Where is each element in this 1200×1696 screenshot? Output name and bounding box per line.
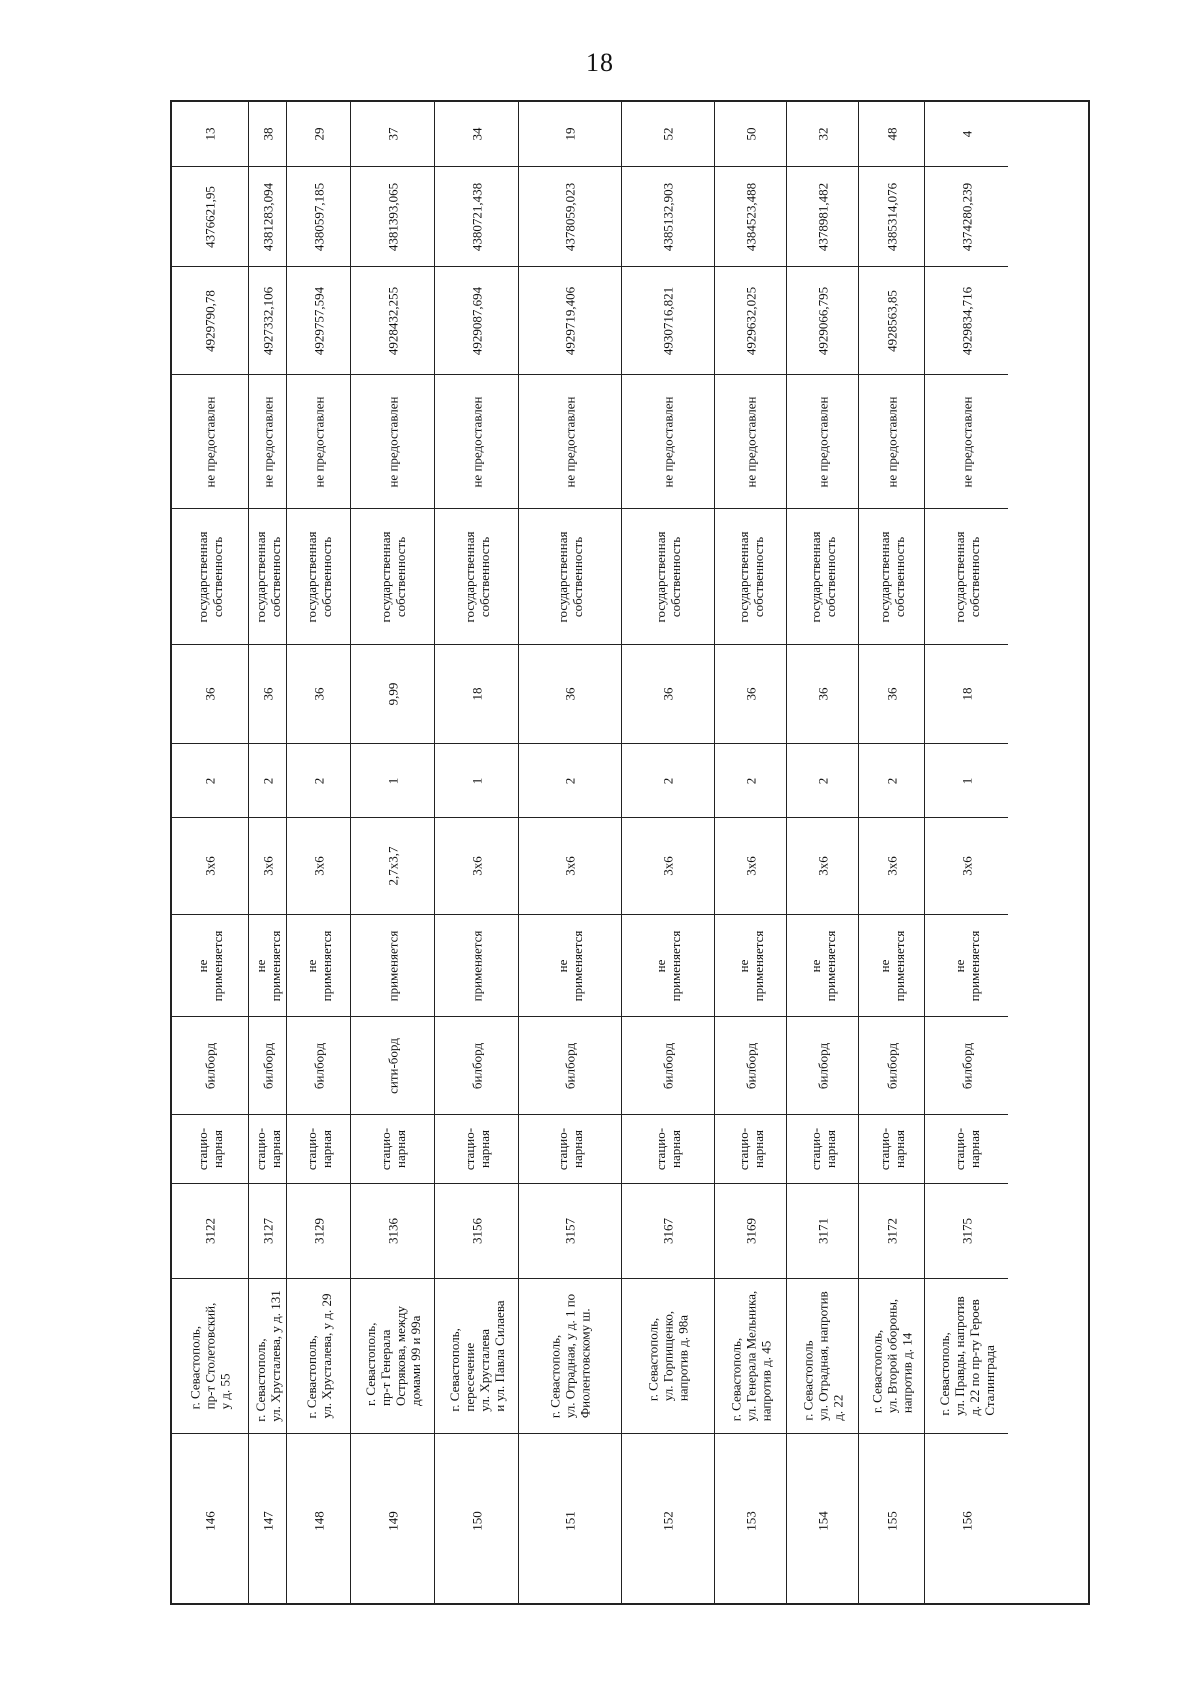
coord-y-cell: 4380597,185 [287, 166, 350, 266]
placement-type-cell-line: нарная [318, 1130, 334, 1168]
address-cell-line: напротив д. 14 [899, 1332, 914, 1414]
cadastre-cell: не предоставлен [287, 374, 350, 508]
row-number: 152 [622, 1433, 714, 1607]
sides-cell: 2 [249, 743, 286, 817]
coord-x-cell: 4927332,106 [249, 266, 286, 374]
ownership-cell [172, 508, 248, 644]
construction-type-cell: билборд [925, 1016, 1008, 1114]
table-row [172, 102, 248, 1603]
table-row [924, 102, 1008, 1603]
construction-type-cell: билборд [519, 1016, 621, 1114]
ownership-cell-line: государственная [377, 531, 393, 622]
construction-id-cell: 3156 [435, 1183, 518, 1278]
lighting-cell-line: применяется [267, 930, 283, 1001]
size-cell: 3x6 [859, 817, 924, 914]
coord-x-cell: 4928563,85 [859, 266, 924, 374]
lighting-cell [249, 914, 286, 1016]
table-row [434, 102, 518, 1603]
construction-type-cell: билборд [287, 1016, 350, 1114]
lighting-cell-line: не [555, 959, 570, 972]
ownership-cell [249, 508, 286, 644]
ownership-cell-line: государственная [807, 531, 823, 622]
address-cell-line: г. Севастополь, [645, 1317, 661, 1402]
cadastre-cell: не предоставлен [351, 374, 434, 508]
ownership-cell [787, 508, 858, 644]
quantity-cell: 19 [562, 127, 578, 141]
placement-type-cell [172, 1114, 248, 1183]
coord-x-cell: 4928432,255 [351, 266, 434, 374]
address-cell-line: напротив д. 45 [758, 1340, 773, 1422]
address-cell-line: г. Севастополь, [728, 1337, 743, 1422]
lighting-cell-line: не [735, 959, 751, 972]
ownership-cell [435, 508, 518, 644]
lighting-cell-line: не [951, 959, 967, 972]
coord-y-cell: 4384523,488 [715, 166, 786, 266]
address-cell-line: г. Севастополь [800, 1340, 815, 1421]
lighting-cell-line: применяется [318, 930, 334, 1001]
coord-x-cell: 4929790,78 [172, 266, 248, 374]
cadastre-cell: не предоставлен [249, 374, 286, 508]
size-cell: 3x6 [287, 817, 350, 914]
placement-type-cell [435, 1114, 518, 1183]
address-cell [519, 1278, 621, 1433]
lighting-cell [287, 914, 350, 1016]
lighting-cell-line: применяется [891, 930, 907, 1001]
address-cell-line: ул. Хрусталева [476, 1328, 492, 1412]
quantity-cell: 4 [959, 130, 974, 138]
address-cell-line: д. 22 по пр-ту Героев [966, 1299, 982, 1416]
address-cell-line: г. Севастополь, [303, 1335, 319, 1419]
construction-id-cell: 3136 [351, 1183, 434, 1278]
lighting-cell [715, 914, 786, 1016]
placement-type-cell-line: стацио- [653, 1127, 668, 1171]
address-cell-line: домами 99 и 99а [407, 1315, 423, 1406]
area-cell: 36 [287, 644, 350, 743]
coord-x-cell: 4929066,795 [787, 266, 858, 374]
placement-type-cell-line: стацио- [377, 1127, 393, 1171]
table-row [350, 102, 434, 1603]
construction-type-cell: билборд [715, 1016, 786, 1114]
coord-x-cell: 4929632,025 [715, 266, 786, 374]
coord-x-cell: 4929087,694 [435, 266, 518, 374]
ownership-cell [925, 508, 1008, 644]
address-cell [172, 1278, 248, 1433]
coord-x-cell: 4930716,821 [622, 266, 714, 374]
placement-type-cell-line: стацио- [735, 1127, 751, 1171]
address-cell [351, 1278, 434, 1433]
ownership-cell-line: государственная [653, 531, 668, 622]
address-cell-line: ул. Отрадная, у д. 1 по [562, 1293, 578, 1419]
table-row [286, 102, 350, 1603]
ownership-cell-line: собственность [476, 536, 492, 617]
address-cell-line: Фиолентовскому ш. [577, 1308, 593, 1419]
sides-cell: 2 [859, 743, 924, 817]
address-cell-line: г. Севастополь, [187, 1325, 203, 1410]
address-cell-line: ул. Второй обороны, [884, 1298, 899, 1414]
quantity-cell: 34 [469, 127, 484, 141]
placement-type-cell [287, 1114, 350, 1183]
sides-cell: 2 [622, 743, 714, 817]
placement-type-cell-line: стацио- [807, 1127, 823, 1171]
placement-type-cell [925, 1114, 1008, 1183]
page-number: 18 [586, 48, 614, 77]
sides-cell: 2 [287, 743, 350, 817]
sides-cell: 2 [519, 743, 621, 817]
quantity-cell: 52 [660, 127, 676, 141]
lighting-cell-line: применяется [822, 930, 838, 1001]
construction-type-cell: билборд [172, 1016, 248, 1114]
ownership-cell-line: государственная [735, 531, 751, 622]
ownership-cell-line: собственность [210, 536, 225, 617]
placement-type-cell [622, 1114, 714, 1183]
placement-type-cell-line: нарная [966, 1130, 982, 1168]
table-row [714, 102, 786, 1603]
size-cell: 3x6 [172, 817, 248, 914]
quantity-cell: 32 [815, 127, 830, 141]
cadastre-cell: не предоставлен [172, 374, 248, 508]
area-cell: 36 [715, 644, 786, 743]
address-cell [435, 1278, 518, 1433]
ownership-cell-line: собственность [267, 536, 283, 617]
size-cell: 3x6 [622, 817, 714, 914]
area-cell: 36 [859, 644, 924, 743]
lighting-cell [622, 914, 714, 1016]
coord-y-cell: 4385132,903 [622, 166, 714, 266]
table-row [786, 102, 858, 1603]
coord-y-cell: 4385314,076 [859, 166, 924, 266]
lighting-cell [787, 914, 858, 1016]
area-cell: 18 [925, 644, 1008, 743]
placement-type-cell-line: нарная [210, 1130, 225, 1168]
coord-x-cell: 4929719,406 [519, 266, 621, 374]
coord-y-cell: 4378059,023 [519, 166, 621, 266]
area-cell: 36 [172, 644, 248, 743]
lighting-cell-line: не [195, 959, 210, 972]
placement-type-cell-line: стацио- [555, 1127, 570, 1171]
placement-type-cell-line: нарная [750, 1130, 766, 1168]
construction-id-cell: 3129 [287, 1183, 350, 1278]
quantity-cell: 38 [260, 127, 275, 141]
ownership-cell-line: государственная [195, 531, 210, 622]
address-cell [287, 1278, 350, 1433]
ownership-cell-line: государственная [555, 531, 570, 622]
area-cell: 18 [435, 644, 518, 743]
area-cell: 36 [519, 644, 621, 743]
placement-type-cell-line: нарная [392, 1130, 408, 1168]
size-cell: 3x6 [249, 817, 286, 914]
lighting-cell-line: применяется [668, 930, 683, 1001]
sides-cell: 1 [435, 743, 518, 817]
ownership-cell-line: собственность [668, 536, 683, 617]
lighting-cell-line: не [303, 959, 319, 972]
sides-cell: 1 [925, 743, 1008, 817]
address-cell-line: пересечение [461, 1342, 477, 1412]
placement-type-cell [859, 1114, 924, 1183]
area-cell: 36 [249, 644, 286, 743]
address-cell-line: ул. Хрусталева, у д. 131 [267, 1290, 283, 1422]
address-cell [925, 1278, 1008, 1433]
construction-id-cell: 3167 [622, 1183, 714, 1278]
ownership-cell [351, 508, 434, 644]
address-cell-line: г. Севастополь, [547, 1334, 563, 1419]
row-number: 146 [172, 1433, 248, 1607]
address-cell-line: ул. Отрадная, напротив [815, 1291, 830, 1421]
address-cell-line: ул. Горпищенко, [660, 1310, 676, 1402]
row-number: 148 [287, 1433, 350, 1607]
address-cell-line: и ул. Павла Силаева [491, 1300, 507, 1412]
construction-type-cell: билборд [787, 1016, 858, 1114]
lighting-cell [859, 914, 924, 1016]
placement-type-cell [519, 1114, 621, 1183]
size-cell: 3x6 [519, 817, 621, 914]
construction-type-cell: билборд [622, 1016, 714, 1114]
area-cell: 9,99 [351, 644, 434, 743]
lighting-cell [519, 914, 621, 1016]
placement-type-cell-line: стацио- [461, 1127, 477, 1171]
row-number: 154 [787, 1433, 858, 1607]
construction-id-cell: 3171 [787, 1183, 858, 1278]
table-row [248, 102, 286, 1603]
placement-type-cell-line: стацио- [252, 1127, 268, 1171]
address-cell [715, 1278, 786, 1433]
construction-type-cell: билборд [249, 1016, 286, 1114]
cadastre-cell: не предоставлен [519, 374, 621, 508]
ownership-cell-line: собственность [966, 536, 982, 617]
row-number: 155 [859, 1433, 924, 1607]
placement-type-cell-line: стацио- [303, 1127, 319, 1171]
lighting-cell-line: не [876, 959, 892, 972]
address-cell [249, 1278, 286, 1433]
address-cell-line: у д. 55 [217, 1373, 233, 1410]
lighting-cell-line: применяется [750, 930, 766, 1001]
address-cell-line: г. Севастополь, [869, 1329, 884, 1414]
coord-y-cell: 4381283,094 [249, 166, 286, 266]
ownership-cell-line: собственность [392, 536, 408, 617]
coord-y-cell: 4374280,239 [925, 166, 1008, 266]
construction-id-cell: 3169 [715, 1183, 786, 1278]
cadastre-cell: не предоставлен [859, 374, 924, 508]
placement-type-cell-line: нарная [570, 1130, 585, 1168]
placement-type-cell [715, 1114, 786, 1183]
placement-type-cell [249, 1114, 286, 1183]
quantity-cell: 48 [884, 127, 899, 141]
address-cell-line: г. Севастополь, [362, 1322, 378, 1406]
address-cell-line: д. 22 [830, 1394, 845, 1421]
coord-y-cell: 4380721,438 [435, 166, 518, 266]
sides-cell: 2 [715, 743, 786, 817]
ownership-cell-line: государственная [951, 531, 967, 622]
construction-id-cell: 3172 [859, 1183, 924, 1278]
address-cell-line: ул. Правды, напротив [951, 1296, 967, 1416]
ownership-cell [622, 508, 714, 644]
cadastre-cell: не предоставлен [715, 374, 786, 508]
placement-type-cell-line: нарная [891, 1130, 907, 1168]
ownership-cell-line: собственность [750, 536, 766, 617]
lighting-cell-line: не [252, 959, 268, 972]
table-row [518, 102, 621, 1603]
cadastre-cell: не предоставлен [925, 374, 1008, 508]
ownership-cell-line: собственность [822, 536, 838, 617]
lighting-cell-line: применяется [385, 930, 400, 1001]
coord-y-cell: 4376621,95 [172, 166, 248, 266]
row-number: 149 [351, 1433, 434, 1607]
address-cell-line: г. Севастополь, [936, 1332, 952, 1416]
placement-type-cell-line: стацио- [951, 1127, 967, 1171]
ownership-cell-line: государственная [876, 531, 892, 622]
placement-type-cell-line: нарная [476, 1130, 492, 1168]
lighting-cell-line: не [653, 959, 668, 972]
ownership-cell-line: государственная [303, 531, 319, 622]
address-cell-line: напротив д. 98а [675, 1314, 691, 1402]
lighting-cell-line: применяется [570, 930, 585, 1001]
table-row [858, 102, 924, 1603]
ownership-cell-line: собственность [318, 536, 334, 617]
sides-cell: 2 [172, 743, 248, 817]
coord-x-cell: 4929834,716 [925, 266, 1008, 374]
address-cell-line: пр-т Столетовский, [202, 1302, 218, 1410]
row-number: 156 [925, 1433, 1008, 1607]
data-table [170, 100, 1090, 1605]
sides-cell: 1 [351, 743, 434, 817]
placement-type-cell [351, 1114, 434, 1183]
ownership-cell [287, 508, 350, 644]
address-cell [787, 1278, 858, 1433]
lighting-cell-line: применяется [210, 930, 225, 1001]
quantity-cell: 29 [311, 127, 326, 141]
placement-type-cell-line: нарная [668, 1130, 683, 1168]
construction-id-cell: 3122 [172, 1183, 248, 1278]
ownership-cell-line: собственность [891, 536, 907, 617]
cadastre-cell: не предоставлен [435, 374, 518, 508]
address-cell-line: ул. Генерала Мельника, [743, 1290, 758, 1422]
size-cell: 2,7x3,7 [351, 817, 434, 914]
construction-id-cell: 3127 [249, 1183, 286, 1278]
cadastre-cell: не предоставлен [787, 374, 858, 508]
coord-y-cell: 4378981,482 [787, 166, 858, 266]
placement-type-cell [787, 1114, 858, 1183]
size-cell: 3x6 [787, 817, 858, 914]
area-cell: 36 [622, 644, 714, 743]
construction-type-cell: билборд [859, 1016, 924, 1114]
lighting-cell-line: не [807, 959, 823, 972]
lighting-cell [435, 914, 518, 1016]
address-cell [859, 1278, 924, 1433]
construction-id-cell: 3175 [925, 1183, 1008, 1278]
address-cell-line: Сталинграда [981, 1345, 997, 1416]
row-number: 151 [519, 1433, 621, 1607]
address-cell-line: г. Севастополь, [446, 1328, 462, 1412]
size-cell: 3x6 [435, 817, 518, 914]
lighting-cell-line: применяется [469, 930, 484, 1001]
size-cell: 3x6 [925, 817, 1008, 914]
ownership-cell [519, 508, 621, 644]
ownership-cell [859, 508, 924, 644]
row-number: 147 [249, 1433, 286, 1607]
placement-type-cell-line: нарная [267, 1130, 283, 1168]
placement-type-cell-line: стацио- [195, 1127, 210, 1171]
table-row [621, 102, 714, 1603]
address-cell-line: ул. Хрусталева, у д. 29 [318, 1293, 334, 1419]
lighting-cell-line: применяется [966, 930, 982, 1001]
cadastre-cell: не предоставлен [622, 374, 714, 508]
lighting-cell [351, 914, 434, 1016]
construction-type-cell: билборд [435, 1016, 518, 1114]
size-cell: 3x6 [715, 817, 786, 914]
placement-type-cell-line: нарная [822, 1130, 838, 1168]
quantity-cell: 50 [743, 127, 758, 141]
address-cell-line: пр-т Генерала [377, 1329, 393, 1406]
construction-type-cell: сити-борд [351, 1016, 434, 1114]
ownership-cell-line: собственность [570, 536, 585, 617]
lighting-cell [172, 914, 248, 1016]
sides-cell: 2 [787, 743, 858, 817]
address-cell-line: г. Севастополь, [252, 1338, 268, 1422]
address-cell [622, 1278, 714, 1433]
row-number: 150 [435, 1433, 518, 1607]
placement-type-cell-line: стацио- [876, 1127, 892, 1171]
quantity-cell: 13 [202, 127, 218, 141]
lighting-cell [925, 914, 1008, 1016]
address-cell-line: Острякова, между [392, 1306, 408, 1406]
coord-x-cell: 4929757,594 [287, 266, 350, 374]
ownership-cell-line: государственная [252, 531, 268, 622]
ownership-cell-line: государственная [461, 531, 477, 622]
coord-y-cell: 4381393,065 [351, 166, 434, 266]
ownership-cell [715, 508, 786, 644]
quantity-cell: 37 [385, 127, 400, 141]
construction-id-cell: 3157 [519, 1183, 621, 1278]
area-cell: 36 [787, 644, 858, 743]
row-number: 153 [715, 1433, 786, 1607]
